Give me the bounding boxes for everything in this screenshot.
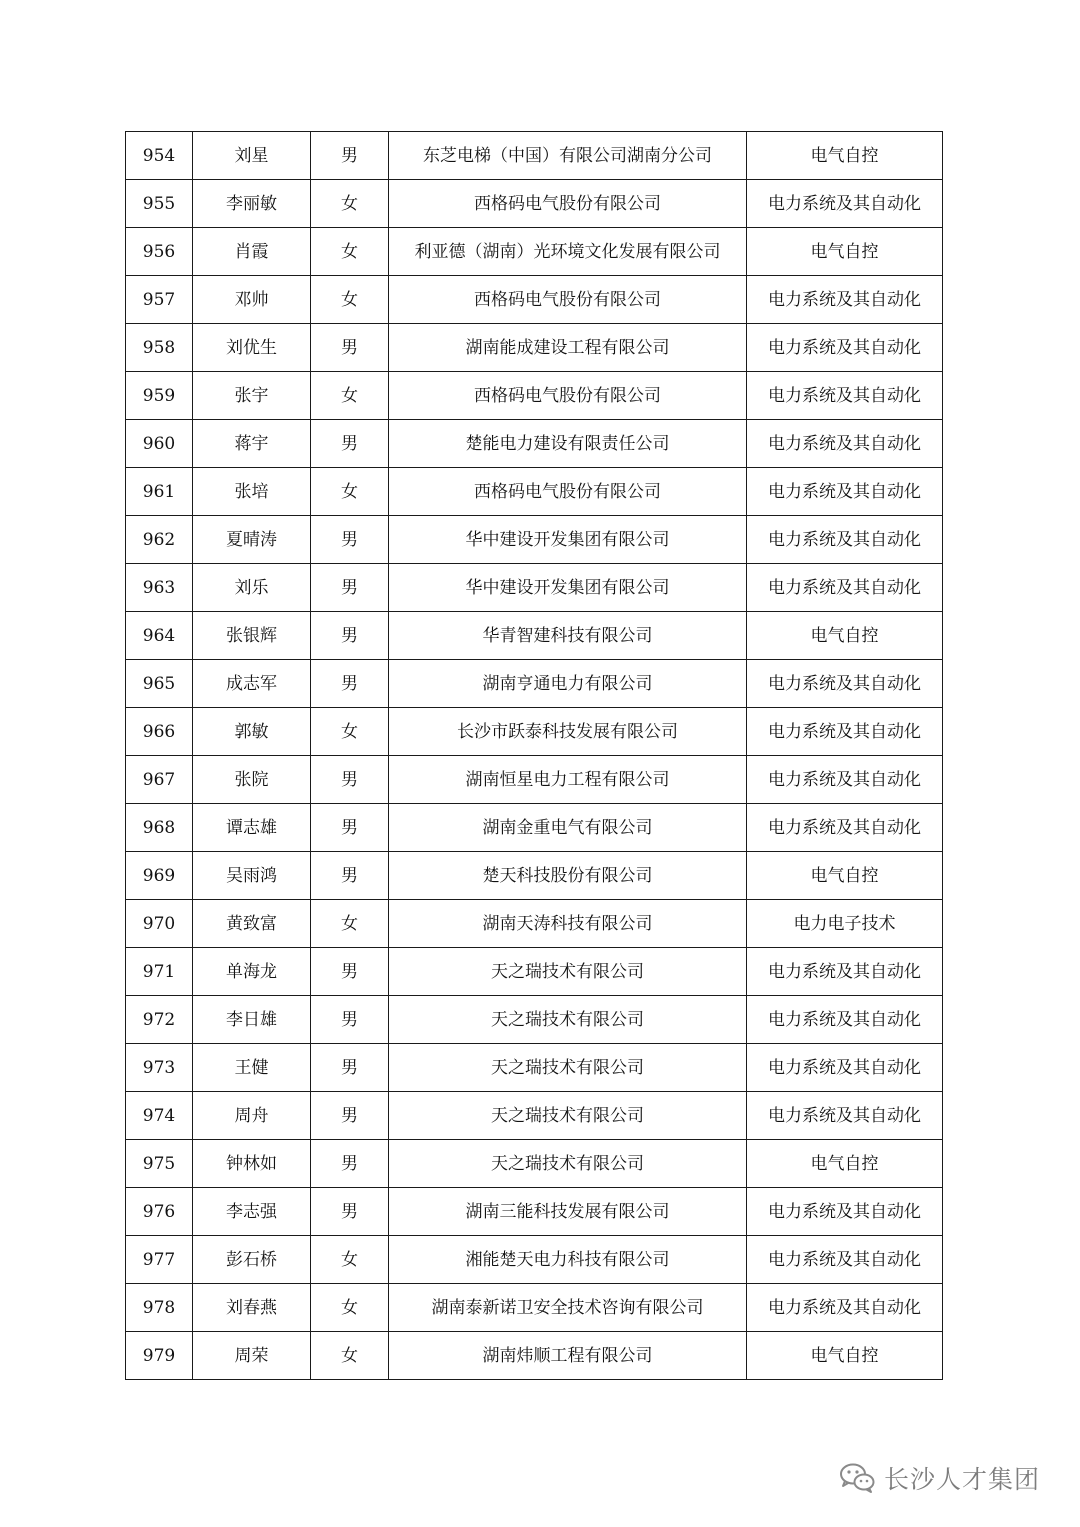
cell-major: 电力系统及其自动化 bbox=[747, 1284, 943, 1332]
cell-major: 电力系统及其自动化 bbox=[747, 324, 943, 372]
cell-number: 973 bbox=[126, 1044, 193, 1092]
cell-organization: 湖南恒星电力工程有限公司 bbox=[389, 756, 747, 804]
cell-name: 谭志雄 bbox=[193, 804, 311, 852]
cell-organization: 华中建设开发集团有限公司 bbox=[389, 564, 747, 612]
cell-organization: 湖南能成建设工程有限公司 bbox=[389, 324, 747, 372]
cell-organization: 湘能楚天电力科技有限公司 bbox=[389, 1236, 747, 1284]
cell-gender: 女 bbox=[311, 708, 389, 756]
cell-organization: 西格码电气股份有限公司 bbox=[389, 180, 747, 228]
cell-major: 电力系统及其自动化 bbox=[747, 660, 943, 708]
cell-organization: 华青智建科技有限公司 bbox=[389, 612, 747, 660]
cell-name: 夏晴涛 bbox=[193, 516, 311, 564]
cell-gender: 女 bbox=[311, 228, 389, 276]
cell-major: 电力系统及其自动化 bbox=[747, 708, 943, 756]
cell-organization: 湖南炜顺工程有限公司 bbox=[389, 1332, 747, 1380]
cell-number: 966 bbox=[126, 708, 193, 756]
table-row bbox=[126, 1140, 943, 1188]
cell-name: 李日雄 bbox=[193, 996, 311, 1044]
cell-major: 电力系统及其自动化 bbox=[747, 996, 943, 1044]
cell-gender: 男 bbox=[311, 564, 389, 612]
table-row bbox=[126, 372, 943, 420]
cell-name: 王健 bbox=[193, 1044, 311, 1092]
cell-number: 960 bbox=[126, 420, 193, 468]
table-row bbox=[126, 1188, 943, 1236]
cell-name: 邓帅 bbox=[193, 276, 311, 324]
cell-name: 刘春燕 bbox=[193, 1284, 311, 1332]
cell-gender: 男 bbox=[311, 1188, 389, 1236]
cell-name: 刘优生 bbox=[193, 324, 311, 372]
cell-gender: 女 bbox=[311, 276, 389, 324]
cell-major: 电气自控 bbox=[747, 132, 943, 180]
table-row bbox=[126, 612, 943, 660]
cell-name: 张银辉 bbox=[193, 612, 311, 660]
cell-gender: 女 bbox=[311, 1284, 389, 1332]
cell-number: 955 bbox=[126, 180, 193, 228]
cell-major: 电气自控 bbox=[747, 228, 943, 276]
cell-name: 张宇 bbox=[193, 372, 311, 420]
cell-gender: 男 bbox=[311, 1092, 389, 1140]
wechat-icon bbox=[838, 1461, 876, 1495]
cell-number: 964 bbox=[126, 612, 193, 660]
cell-organization: 湖南亨通电力有限公司 bbox=[389, 660, 747, 708]
table-row bbox=[126, 132, 943, 180]
table-row bbox=[126, 228, 943, 276]
cell-gender: 男 bbox=[311, 948, 389, 996]
watermark bbox=[838, 1458, 1040, 1498]
cell-gender: 男 bbox=[311, 132, 389, 180]
cell-gender: 男 bbox=[311, 324, 389, 372]
table-row bbox=[126, 324, 943, 372]
cell-organization: 华中建设开发集团有限公司 bbox=[389, 516, 747, 564]
table-row bbox=[126, 1092, 943, 1140]
cell-number: 959 bbox=[126, 372, 193, 420]
cell-gender: 女 bbox=[311, 1236, 389, 1284]
table-row bbox=[126, 276, 943, 324]
cell-gender: 女 bbox=[311, 468, 389, 516]
cell-number: 970 bbox=[126, 900, 193, 948]
cell-major: 电力系统及其自动化 bbox=[747, 1236, 943, 1284]
cell-organization: 楚能电力建设有限责任公司 bbox=[389, 420, 747, 468]
table-row bbox=[126, 852, 943, 900]
cell-organization: 湖南天涛科技有限公司 bbox=[389, 900, 747, 948]
cell-gender: 男 bbox=[311, 996, 389, 1044]
cell-name: 单海龙 bbox=[193, 948, 311, 996]
watermark-text: 长沙人才集团 bbox=[884, 1465, 1041, 1494]
cell-gender: 男 bbox=[311, 612, 389, 660]
table-row bbox=[126, 996, 943, 1044]
cell-major: 电力系统及其自动化 bbox=[747, 1092, 943, 1140]
cell-gender: 男 bbox=[311, 852, 389, 900]
cell-major: 电力系统及其自动化 bbox=[747, 420, 943, 468]
cell-major: 电力系统及其自动化 bbox=[747, 516, 943, 564]
cell-name: 周荣 bbox=[193, 1332, 311, 1380]
cell-name: 张培 bbox=[193, 468, 311, 516]
table-row bbox=[126, 180, 943, 228]
cell-number: 974 bbox=[126, 1092, 193, 1140]
cell-name: 李志强 bbox=[193, 1188, 311, 1236]
cell-gender: 男 bbox=[311, 756, 389, 804]
cell-organization: 天之瑞技术有限公司 bbox=[389, 996, 747, 1044]
cell-major: 电力系统及其自动化 bbox=[747, 468, 943, 516]
table-row bbox=[126, 1284, 943, 1332]
cell-number: 957 bbox=[126, 276, 193, 324]
cell-gender: 男 bbox=[311, 804, 389, 852]
cell-organization: 湖南三能科技发展有限公司 bbox=[389, 1188, 747, 1236]
cell-number: 979 bbox=[126, 1332, 193, 1380]
cell-organization: 楚天科技股份有限公司 bbox=[389, 852, 747, 900]
table-row bbox=[126, 660, 943, 708]
cell-name: 张院 bbox=[193, 756, 311, 804]
cell-organization: 长沙市跃泰科技发展有限公司 bbox=[389, 708, 747, 756]
cell-gender: 男 bbox=[311, 1044, 389, 1092]
cell-gender: 女 bbox=[311, 1332, 389, 1380]
cell-major: 电力系统及其自动化 bbox=[747, 804, 943, 852]
cell-number: 968 bbox=[126, 804, 193, 852]
cell-number: 967 bbox=[126, 756, 193, 804]
cell-gender: 男 bbox=[311, 660, 389, 708]
cell-name: 周舟 bbox=[193, 1092, 311, 1140]
cell-major: 电力系统及其自动化 bbox=[747, 1188, 943, 1236]
cell-organization: 天之瑞技术有限公司 bbox=[389, 1044, 747, 1092]
cell-name: 肖霞 bbox=[193, 228, 311, 276]
cell-name: 黄致富 bbox=[193, 900, 311, 948]
roster-table bbox=[125, 131, 943, 1380]
cell-gender: 女 bbox=[311, 180, 389, 228]
table-row bbox=[126, 708, 943, 756]
cell-number: 976 bbox=[126, 1188, 193, 1236]
cell-name: 刘星 bbox=[193, 132, 311, 180]
cell-number: 965 bbox=[126, 660, 193, 708]
cell-number: 969 bbox=[126, 852, 193, 900]
cell-number: 977 bbox=[126, 1236, 193, 1284]
cell-gender: 女 bbox=[311, 372, 389, 420]
cell-name: 彭石桥 bbox=[193, 1236, 311, 1284]
cell-major: 电气自控 bbox=[747, 1332, 943, 1380]
cell-name: 郭敏 bbox=[193, 708, 311, 756]
cell-number: 954 bbox=[126, 132, 193, 180]
cell-number: 978 bbox=[126, 1284, 193, 1332]
cell-organization: 西格码电气股份有限公司 bbox=[389, 468, 747, 516]
cell-number: 972 bbox=[126, 996, 193, 1044]
cell-organization: 湖南泰新诺卫安全技术咨询有限公司 bbox=[389, 1284, 747, 1332]
cell-name: 成志军 bbox=[193, 660, 311, 708]
cell-organization: 湖南金重电气有限公司 bbox=[389, 804, 747, 852]
cell-organization: 天之瑞技术有限公司 bbox=[389, 1140, 747, 1188]
cell-major: 电力系统及其自动化 bbox=[747, 948, 943, 996]
cell-name: 刘乐 bbox=[193, 564, 311, 612]
cell-organization: 天之瑞技术有限公司 bbox=[389, 1092, 747, 1140]
cell-number: 971 bbox=[126, 948, 193, 996]
cell-organization: 东芝电梯（中国）有限公司湖南分公司 bbox=[389, 132, 747, 180]
table-row bbox=[126, 1044, 943, 1092]
cell-number: 962 bbox=[126, 516, 193, 564]
table-row bbox=[126, 1332, 943, 1380]
cell-gender: 男 bbox=[311, 420, 389, 468]
table-row bbox=[126, 756, 943, 804]
cell-name: 蒋宇 bbox=[193, 420, 311, 468]
cell-major: 电力系统及其自动化 bbox=[747, 372, 943, 420]
table-row bbox=[126, 1236, 943, 1284]
table-row bbox=[126, 420, 943, 468]
cell-major: 电力系统及其自动化 bbox=[747, 564, 943, 612]
cell-major: 电力电子技术 bbox=[747, 900, 943, 948]
table-row bbox=[126, 516, 943, 564]
cell-major: 电力系统及其自动化 bbox=[747, 1044, 943, 1092]
cell-organization: 西格码电气股份有限公司 bbox=[389, 276, 747, 324]
cell-gender: 男 bbox=[311, 516, 389, 564]
cell-gender: 男 bbox=[311, 1140, 389, 1188]
table-row bbox=[126, 468, 943, 516]
cell-gender: 女 bbox=[311, 900, 389, 948]
cell-organization: 西格码电气股份有限公司 bbox=[389, 372, 747, 420]
cell-major: 电力系统及其自动化 bbox=[747, 276, 943, 324]
table-row bbox=[126, 948, 943, 996]
cell-name: 李丽敏 bbox=[193, 180, 311, 228]
cell-organization: 利亚德（湖南）光环境文化发展有限公司 bbox=[389, 228, 747, 276]
cell-number: 958 bbox=[126, 324, 193, 372]
cell-major: 电力系统及其自动化 bbox=[747, 756, 943, 804]
cell-number: 963 bbox=[126, 564, 193, 612]
cell-number: 961 bbox=[126, 468, 193, 516]
cell-number: 975 bbox=[126, 1140, 193, 1188]
cell-major: 电力系统及其自动化 bbox=[747, 180, 943, 228]
table-row bbox=[126, 804, 943, 852]
cell-organization: 天之瑞技术有限公司 bbox=[389, 948, 747, 996]
cell-major: 电气自控 bbox=[747, 1140, 943, 1188]
table-row bbox=[126, 900, 943, 948]
table-row bbox=[126, 564, 943, 612]
cell-major: 电气自控 bbox=[747, 612, 943, 660]
cell-name: 钟林如 bbox=[193, 1140, 311, 1188]
cell-number: 956 bbox=[126, 228, 193, 276]
cell-major: 电气自控 bbox=[747, 852, 943, 900]
cell-name: 吴雨鸿 bbox=[193, 852, 311, 900]
